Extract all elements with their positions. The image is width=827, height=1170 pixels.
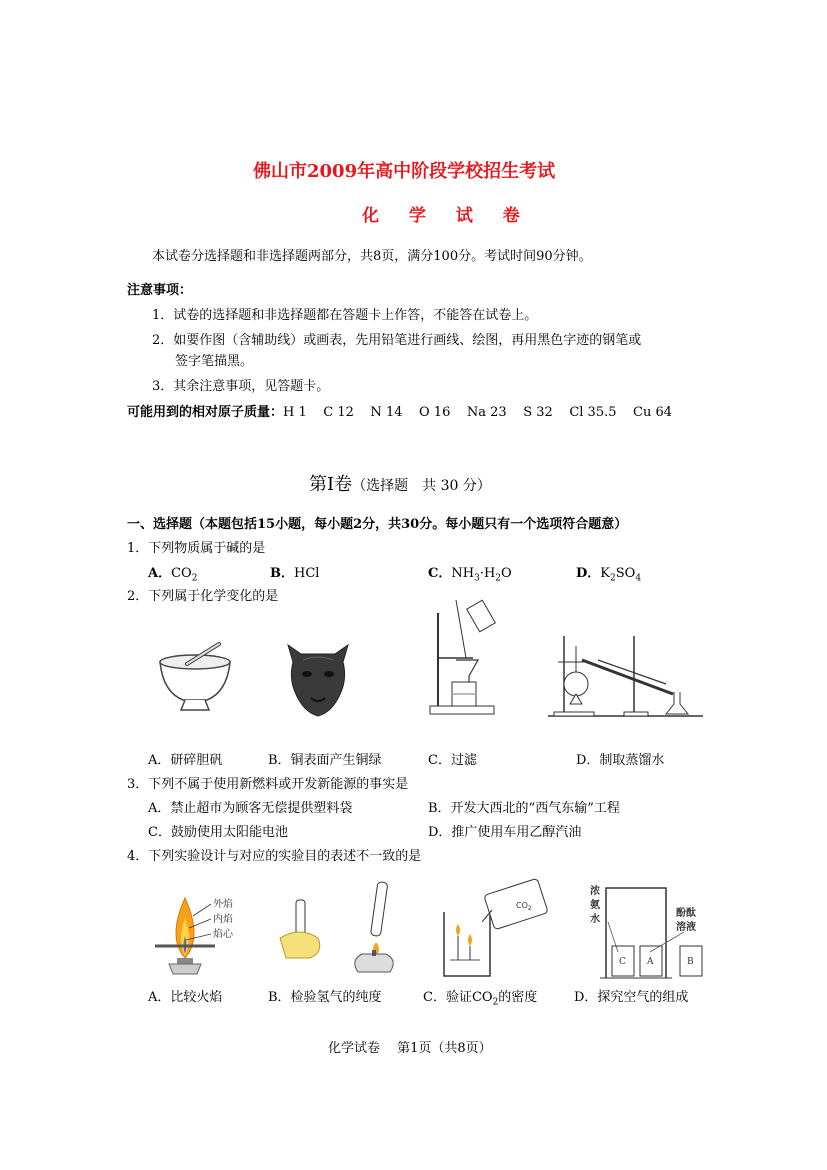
part1-title: [309, 470, 491, 496]
notice-item: 1．试卷的选择题和非选择题都在答题卡上作答，不能答在试卷上。: [152, 308, 538, 323]
co2-density-image: [440, 876, 550, 980]
q1-option-c: C．$NH_3\cdot H_2O$: [428, 566, 512, 584]
filtration-image: [428, 598, 498, 716]
mortar-pestle-image: [155, 640, 235, 715]
atomic-mass-line: [127, 401, 672, 420]
q1-stem: 1．下列物质属于碱的是: [127, 541, 266, 556]
phenolphthalein-label: 酚酞: [676, 908, 696, 919]
exam-subtitle: 化 学 试 卷: [362, 206, 532, 226]
flame-label: 外焰: [213, 899, 233, 910]
section1-heading: 一、选择题（本题包括15小题，每小题2分，共30分。每小题只有一个选项符合题意）: [127, 517, 628, 532]
page-footer: 化学试卷 第1页（共8页）: [328, 1041, 492, 1056]
ammonia-label: 浓: [590, 886, 600, 897]
flame-label: 焰心: [213, 929, 233, 940]
q2-option-d: D．制取蒸馏水: [576, 753, 665, 768]
beaker-letter: A: [647, 957, 654, 967]
notice-item: 3．其余注意事项，见答题卡。: [152, 379, 330, 394]
part1-title-text: 第Ⅰ卷: [309, 474, 353, 495]
q2-option-b: B．铜表面产生铜绿: [268, 753, 382, 768]
flame-label: 内焰: [213, 914, 233, 925]
q2-option-c: C．过滤: [428, 753, 477, 768]
q3-stem: 3．下列不属于使用新燃料或开发新能源的事实是: [127, 777, 409, 792]
atomic-mass-label: 可能用到的相对原子质量：: [127, 405, 284, 420]
q2-option-a: A．研碎胆矾: [148, 753, 223, 768]
co2-jar-label: $CO_2$: [516, 901, 532, 912]
q4-stem: 4．下列实验设计与对应的实验目的表述不一致的是: [127, 849, 422, 864]
beaker-letter: C: [619, 957, 626, 967]
q4-option-b: B．检验氢气的纯度: [268, 990, 382, 1005]
notice-heading: 注意事项：: [127, 283, 193, 298]
intro-text: 本试卷分选择题和非选择题两部分，共8页，满分100分。考试时间90分钟。: [152, 249, 592, 264]
hydrogen-purity-image: [280, 880, 400, 978]
q3-option-c: C．鼓励使用太阳能电池: [148, 825, 288, 840]
ammonia-label: 氨: [590, 900, 600, 911]
q1-option-a: A．$CO_2$: [148, 566, 198, 584]
ammonia-label: 水: [590, 914, 600, 925]
q3-option-b: B．开发大西北的“西气东输”工程: [428, 801, 620, 816]
flame-comparison-image: [155, 888, 255, 978]
q3-option-d: D．推广使用车用乙醇汽油: [428, 825, 582, 840]
q4-option-c: C．验证$CO_2$的密度: [423, 990, 538, 1008]
q3-option-a: A．禁止超市为顾客无偿提供塑料袋: [148, 801, 353, 816]
q1-option-d: D．$K_2SO_4$: [576, 566, 642, 584]
q4-option-d: D．探究空气的组成: [574, 990, 689, 1005]
exam-title: 佛山市2009年高中阶段学校招生考试: [253, 161, 556, 182]
q2-stem: 2．下列属于化学变化的是: [127, 589, 279, 604]
beaker-letter: B: [687, 957, 694, 967]
q1-option-b: B．HCl: [270, 566, 320, 581]
phenolphthalein-label: 溶液: [676, 922, 696, 933]
ammonia-diffusion-image: [588, 882, 713, 980]
copper-head-image: [283, 640, 353, 718]
notice-item: 签字笔描黑。: [175, 354, 254, 369]
notice-item: 2．如要作图（含辅助线）或画表，先用铅笔进行画线、绘图，再用黑色字迹的钢笔或: [152, 333, 642, 348]
part1-note: （选择题 共 30 分）: [352, 478, 491, 494]
q4-option-a: A．比较火焰: [148, 990, 223, 1005]
distillation-image: [548, 632, 703, 720]
atomic-mass-values: H 1 C 12 N 14 O 16 Na 23 S 32 Cl 35.5 Cu 64: [283, 405, 673, 420]
